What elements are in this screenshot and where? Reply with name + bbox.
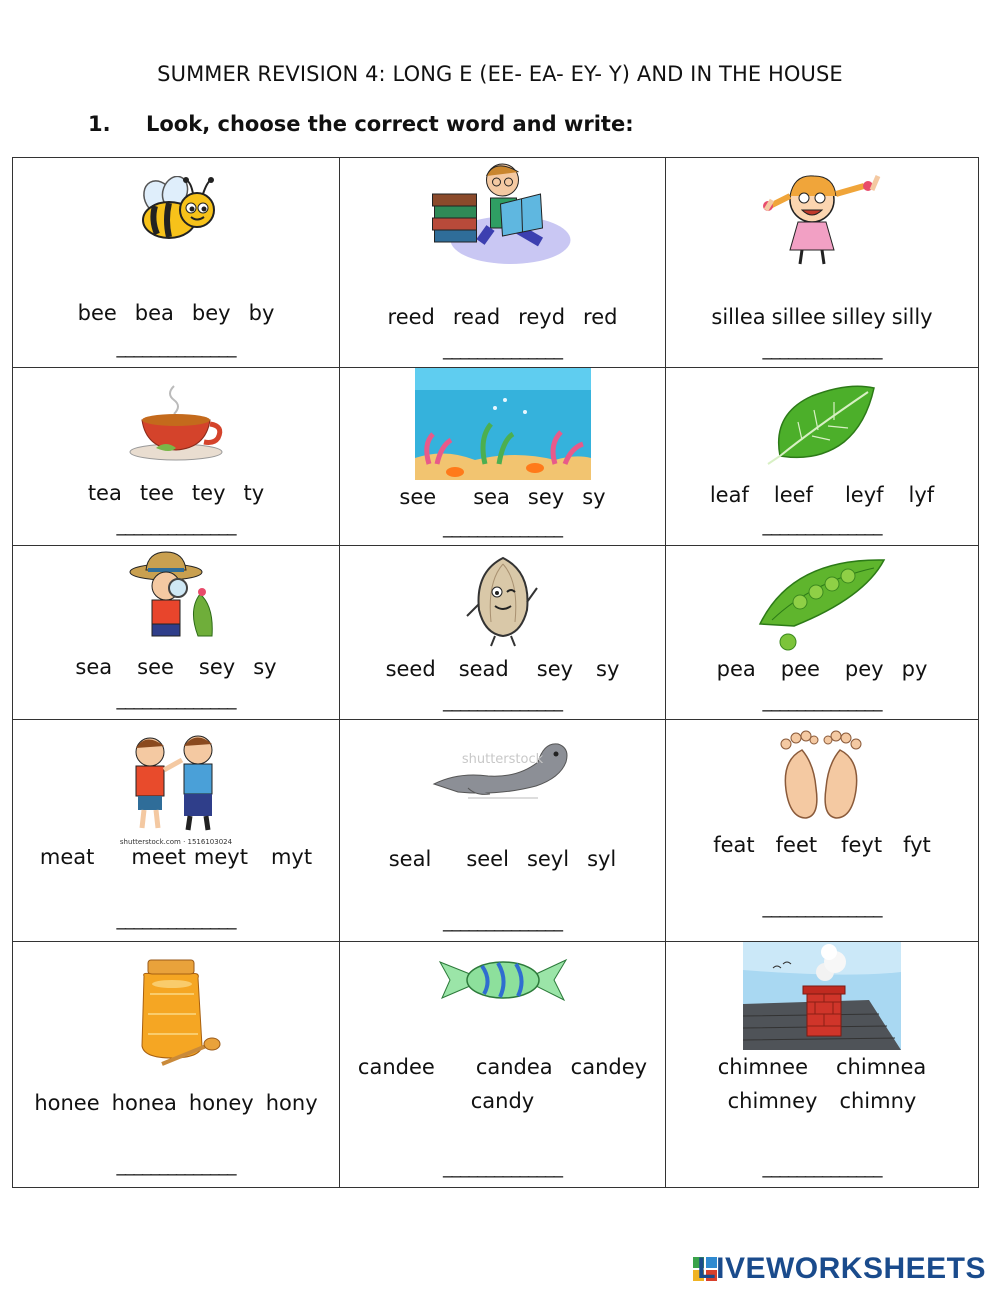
option-word[interactable]: chimnee <box>717 1055 809 1079</box>
option-word[interactable]: chimnea <box>836 1055 927 1079</box>
silly-girl-icon <box>752 166 892 266</box>
word-options <box>340 300 665 334</box>
answer-line[interactable]: ______________ <box>116 336 236 358</box>
option-word[interactable]: pey <box>844 657 884 681</box>
chimney-icon <box>743 942 901 1050</box>
explorer-boy-icon <box>126 550 226 646</box>
word-options <box>340 652 665 686</box>
answer-line[interactable]: ______________ <box>443 516 562 538</box>
option-word[interactable]: leaf <box>709 483 749 507</box>
answer-line[interactable]: ______________ <box>762 690 882 712</box>
seed-icon <box>463 552 543 648</box>
option-word[interactable]: sea <box>75 655 113 679</box>
option-word[interactable]: tey <box>191 481 226 505</box>
word-options <box>666 652 978 686</box>
cell-honey <box>13 942 340 1188</box>
word-options <box>13 476 339 510</box>
option-word[interactable]: seed <box>385 657 436 681</box>
option-word[interactable]: seyl <box>526 847 570 871</box>
watermark-text: shutterstock <box>461 752 544 767</box>
word-options <box>13 296 339 330</box>
cell-tea <box>13 368 340 546</box>
option-word[interactable]: sea <box>473 485 510 509</box>
peas-icon <box>752 548 892 652</box>
answer-line[interactable]: ______________ <box>443 1156 562 1178</box>
cell-bee <box>13 158 340 368</box>
option-word[interactable]: meet <box>131 845 186 869</box>
option-word[interactable]: candy <box>470 1089 535 1113</box>
word-options <box>340 1050 665 1118</box>
cell-sea-2 <box>13 546 340 720</box>
option-word[interactable]: fyt <box>903 833 931 857</box>
cell-pea <box>666 546 979 720</box>
word-options <box>13 840 339 874</box>
option-word[interactable]: seal <box>388 847 432 871</box>
option-word[interactable]: pea <box>716 657 756 681</box>
boys-meeting-icon <box>116 730 236 840</box>
option-word[interactable]: meyt <box>193 845 248 869</box>
cell-feet <box>666 720 979 942</box>
bee-icon <box>131 176 221 246</box>
option-word[interactable]: leyf <box>844 483 884 507</box>
word-options <box>13 1086 339 1120</box>
word-options <box>666 300 978 334</box>
word-options <box>13 650 339 684</box>
worksheet-title: SUMMER REVISION 4: LONG E (EE- EA- EY- Y) AND IN THE HOUSE <box>157 62 843 86</box>
word-options <box>666 828 978 862</box>
image-caption: shutterstock.com · 1516103024 <box>119 838 233 846</box>
answer-line[interactable]: ______________ <box>443 910 562 932</box>
option-word[interactable]: sillee <box>771 305 826 329</box>
cell-chimney <box>666 942 979 1188</box>
option-word[interactable]: feyt <box>841 833 883 857</box>
option-word[interactable]: sy <box>596 657 620 681</box>
sea-icon <box>415 368 591 480</box>
option-word[interactable]: chimny <box>839 1089 917 1113</box>
exercise-grid <box>12 157 979 1188</box>
tea-cup-icon <box>126 382 226 464</box>
option-word[interactable]: sey <box>536 657 574 681</box>
question-instruction <box>88 112 634 136</box>
option-word[interactable]: bea <box>134 301 174 325</box>
option-word[interactable]: silley <box>831 305 886 329</box>
honey-jar-icon <box>126 954 226 1072</box>
cell-silly <box>666 158 979 368</box>
option-word[interactable]: candea <box>475 1055 553 1079</box>
option-word[interactable]: honee <box>34 1091 100 1115</box>
option-word[interactable]: candee <box>357 1055 435 1079</box>
cell-read <box>340 158 666 368</box>
option-word[interactable]: ty <box>243 481 265 505</box>
answer-line[interactable]: ______________ <box>443 690 562 712</box>
word-options <box>666 478 978 512</box>
option-word[interactable]: feat <box>713 833 755 857</box>
option-word[interactable]: candey <box>570 1055 648 1079</box>
cell-meet <box>13 720 340 942</box>
option-word[interactable]: see <box>399 485 437 509</box>
answer-line[interactable]: ______________ <box>762 896 882 918</box>
candy-icon <box>436 952 570 1006</box>
answer-line[interactable]: ______________ <box>116 908 236 930</box>
option-word[interactable]: tee <box>139 481 174 505</box>
option-word[interactable]: sillea <box>711 305 766 329</box>
option-word[interactable]: sey <box>527 485 565 509</box>
answer-line[interactable]: ______________ <box>116 1154 236 1176</box>
option-word[interactable]: sey <box>198 655 236 679</box>
option-word[interactable]: py <box>901 657 928 681</box>
option-word[interactable]: myt <box>270 845 313 869</box>
option-word[interactable]: see <box>137 655 174 679</box>
option-word[interactable]: meat <box>39 845 95 869</box>
option-word[interactable]: seel <box>466 847 509 871</box>
answer-line[interactable]: ______________ <box>762 338 882 360</box>
question-number: 1. <box>88 112 111 136</box>
option-word[interactable]: leef <box>773 483 813 507</box>
answer-line[interactable]: ______________ <box>762 514 882 536</box>
cell-candy <box>340 942 666 1188</box>
option-word[interactable]: reed <box>387 305 435 329</box>
word-options <box>340 842 665 876</box>
option-word[interactable]: sead <box>458 657 509 681</box>
answer-line[interactable]: ______________ <box>116 514 236 536</box>
option-word[interactable]: feet <box>775 833 818 857</box>
feet-icon <box>772 730 872 824</box>
word-options <box>340 480 665 514</box>
option-word[interactable]: sy <box>582 485 606 509</box>
question-text: Look, choose the correct word and write: <box>146 112 634 136</box>
reading-boy-icon <box>430 158 575 268</box>
option-word[interactable]: chimney <box>727 1089 818 1113</box>
option-word[interactable]: honea <box>111 1091 177 1115</box>
leaf-icon <box>762 384 882 466</box>
option-word[interactable]: hony <box>265 1091 318 1115</box>
option-word[interactable]: read <box>452 305 501 329</box>
cell-leaf <box>666 368 979 546</box>
cell-sea <box>340 368 666 546</box>
option-word[interactable]: pee <box>780 657 820 681</box>
option-word[interactable]: honey <box>188 1091 254 1115</box>
option-word[interactable]: tea <box>87 481 122 505</box>
option-word[interactable]: by <box>248 301 275 325</box>
answer-line[interactable]: ______________ <box>116 688 236 710</box>
option-word[interactable]: red <box>583 305 618 329</box>
option-word[interactable]: syl <box>587 847 617 871</box>
option-word[interactable]: silly <box>891 305 933 329</box>
word-options <box>666 1050 978 1118</box>
option-word[interactable]: bee <box>77 301 117 325</box>
answer-line[interactable]: ______________ <box>443 338 562 360</box>
cell-seal <box>340 720 666 942</box>
cell-seed <box>340 546 666 720</box>
option-word[interactable]: reyd <box>518 305 566 329</box>
option-word[interactable]: lyf <box>908 483 935 507</box>
option-word[interactable]: sy <box>253 655 277 679</box>
brand-wordmark[interactable]: LIVEWORKSHEETS <box>697 1252 986 1285</box>
answer-line[interactable]: ______________ <box>762 1156 882 1178</box>
option-word[interactable]: bey <box>191 301 231 325</box>
